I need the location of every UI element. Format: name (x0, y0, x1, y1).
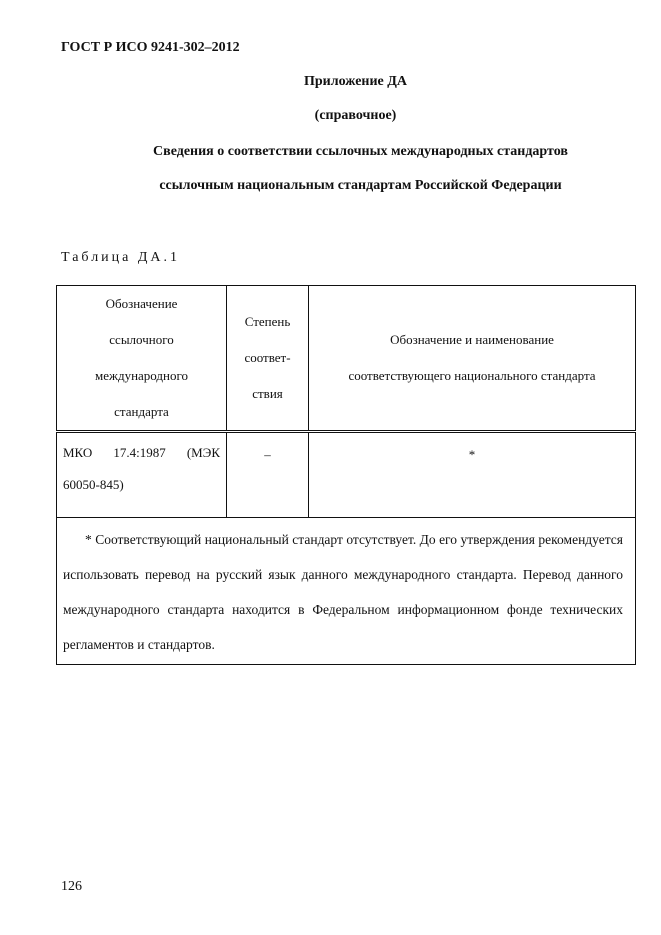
table-row (57, 432, 636, 518)
document-code: ГОСТ Р ИСО 9241-302–2012 (61, 40, 240, 55)
header-line: ствия (252, 386, 283, 401)
column-header-international-standard (57, 286, 227, 432)
header-line: ссылочного (109, 332, 174, 347)
appendix-title: Приложение ДА (303, 74, 408, 89)
header-line: Обозначение и наименование (390, 332, 554, 347)
appendix-heading-line-1: Сведения о соответствии ссылочных международных стандартов (153, 144, 568, 159)
header-line: соответ- (244, 350, 291, 365)
header-line: стандарта (114, 404, 169, 419)
column-header-national-standard (309, 286, 636, 432)
column-header-degree (227, 286, 309, 432)
table-note-row (57, 518, 636, 665)
table-caption: Таблица ДА.1 (61, 250, 181, 265)
cell-degree: – (227, 432, 309, 518)
header-line: соответствующего национального стандарта (348, 368, 596, 383)
appendix-kind: (справочное) (314, 108, 397, 123)
cell-international-designation (57, 432, 227, 518)
header-line: Обозначение (105, 296, 178, 311)
header-line: Степень (244, 314, 291, 329)
footnote-text: * Соответствующий национальный стандарт отсутствует. До его утверждения рекомендуется использовать перевод на русский язык данного международного стандарта. Перевод данного международного стандарта находится в Федеральном информационном фонде технических регламентов и стандартов. (63, 532, 623, 652)
header-line: международного (94, 368, 189, 383)
correspondence-table (56, 285, 635, 665)
page-number: 126 (61, 879, 82, 894)
cell-line: 60050-845) (63, 477, 124, 492)
table-header-row (57, 286, 636, 432)
cell-national-standard: * (309, 432, 636, 518)
appendix-heading-line-2: ссылочным национальным стандартам Российской Федерации (159, 178, 562, 193)
table-footnote (57, 518, 636, 665)
cell-line: МКО 17.4:1987 (МЭК (63, 445, 220, 460)
